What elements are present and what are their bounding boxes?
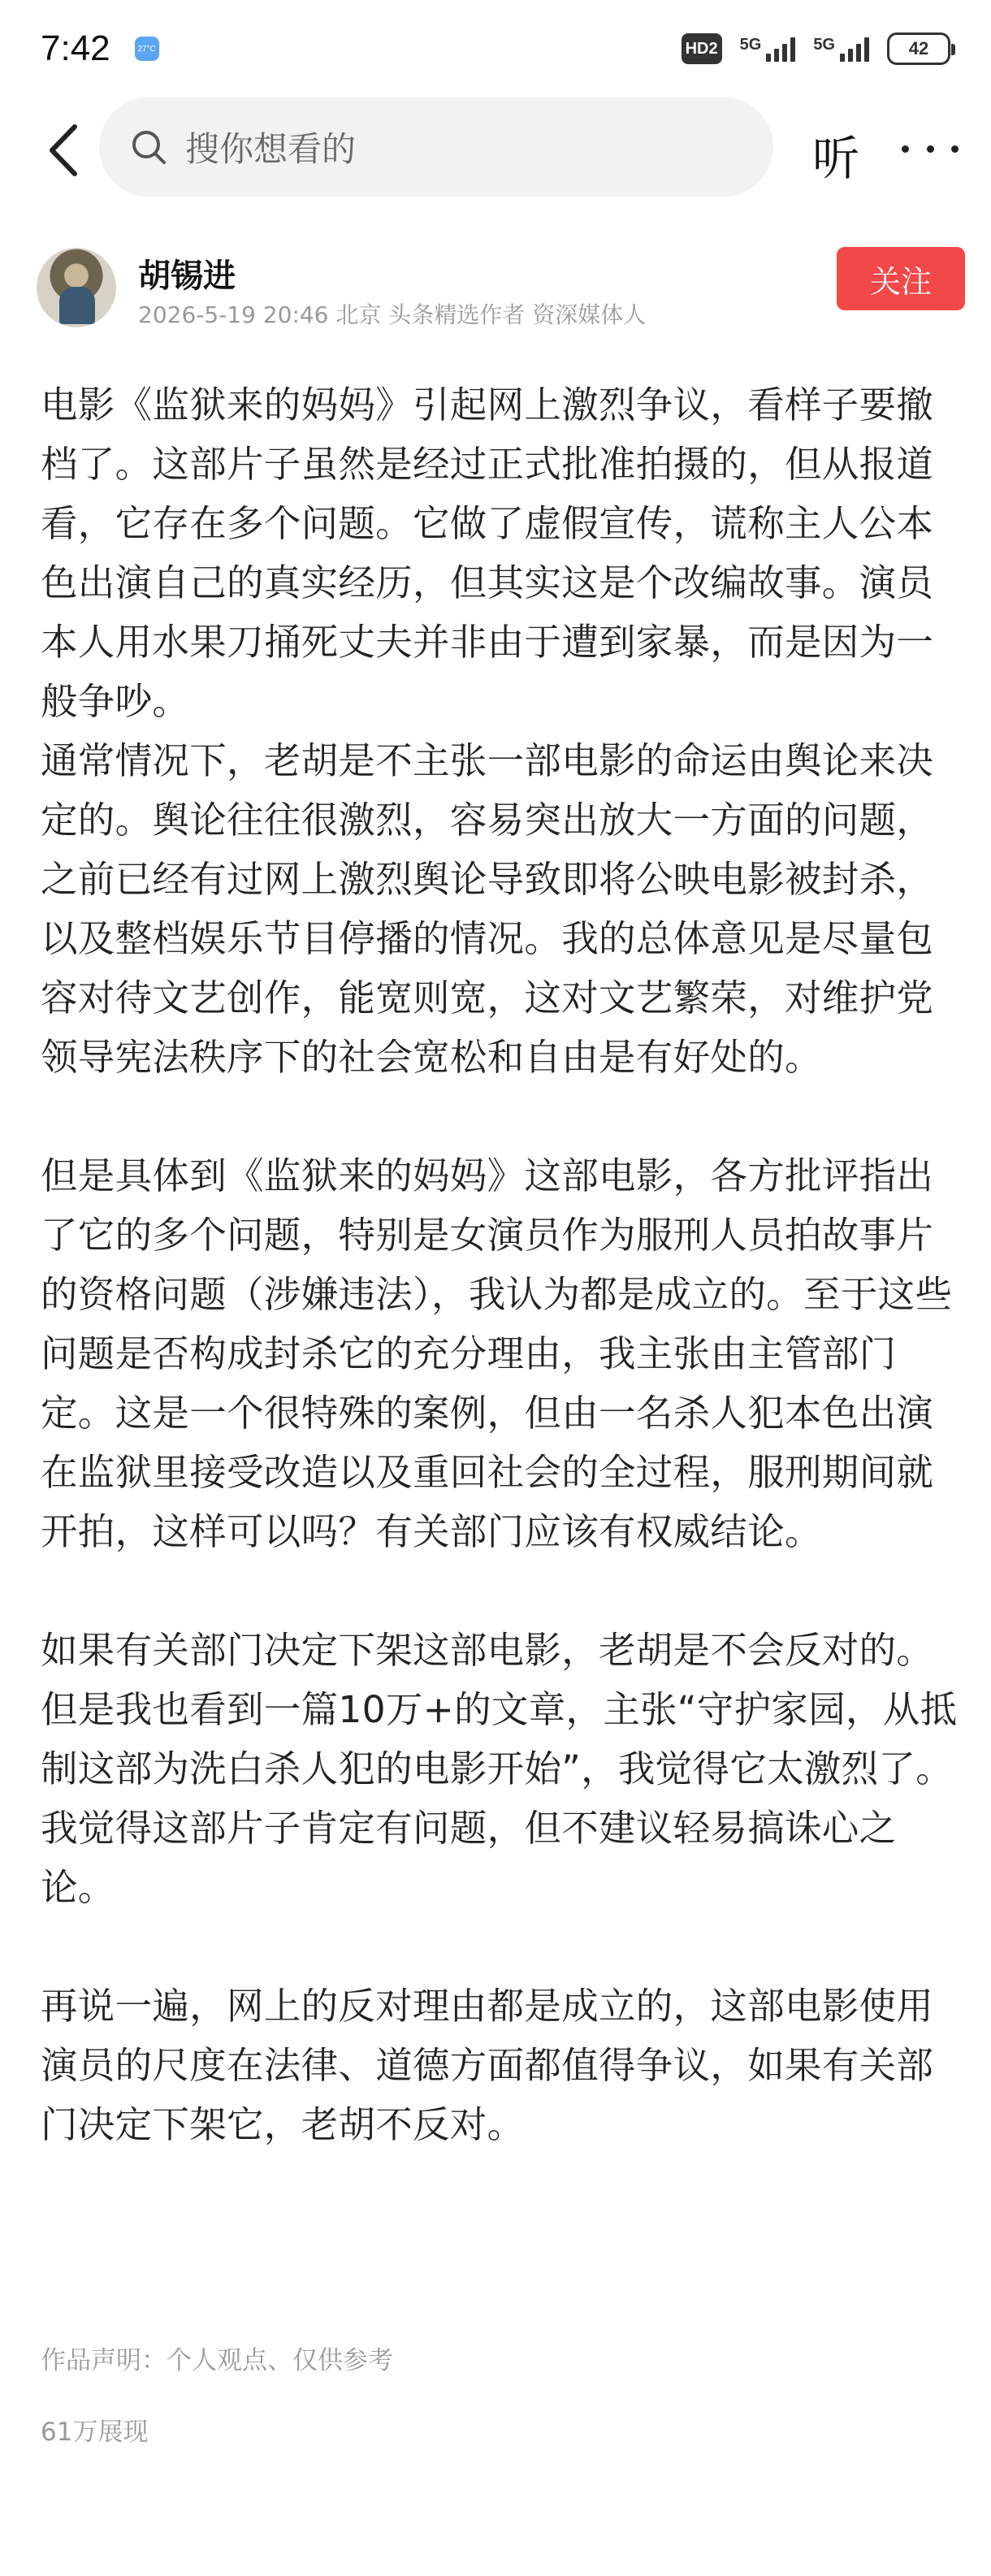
work-disclaimer: 作品声明：个人观点、仅供参考 [41,2346,393,2375]
weather-icon: 27°C [135,37,159,61]
article-paragraph: 电影《监狱来的妈妈》引起网上激烈争议，看样子要撤档了。这部片子虽然是经过正式批准拍摄的，但从报道看，它存在多个问题。它做了虚假宣传，谎称主人公本色出演自己的真实经历，但其实这是个改编故事。演员本人用水果刀捅死丈夫并非由于遭到家暴，而是因为一般争吵。 [41,383,934,723]
nav-bar [0,97,991,203]
search-placeholder: 搜你想看的 [185,129,357,169]
article-paragraph: 再说一遍，网上的反对理由都是成立的，这部电影使用演员的尺度在法律、道德方面都值得争议，如果有关部门决定下架它，老胡不反对。 [41,1985,934,2146]
battery-icon [887,32,950,65]
network-type-label: 5G [739,36,762,54]
follow-button[interactable]: 关注 [837,247,965,310]
chevron-left-icon [47,123,80,177]
dot-icon [927,145,934,153]
author-meta: 2026-5-19 20:46 北京 头条精选作者 资深媒体人 [138,301,647,328]
dot-icon [951,145,959,153]
back-button[interactable] [39,123,88,177]
article-paragraph: 但是具体到《监狱来的妈妈》这部电影，各方批评指出了它的多个问题，特别是女演员作为服刑人员拍故事片的资格问题（涉嫌违法），我认为都是成立的。至于这些问题是否构成封杀它的充分理由，我主张由主管部门定。这是一个很特殊的案例，但由一名杀人犯本色出演在监狱里接受改造以及重回社会的全过程，服刑期间就开拍，这样可以吗？有关部门应该有权威结论。 [41,1154,953,1553]
signal-bars-icon [766,36,795,62]
article-paragraph: 如果有关部门决定下架这部电影，老胡是不会反对的。但是我也看到一篇10万+的文章，主张“守护家园，从抵制这部为洗白杀人犯的电影开始”，我觉得它太激烈了。我觉得这部片子肯定有问题，但不建议轻易搞诛心之论。 [41,1629,958,1909]
signal-bars-icon [840,36,869,62]
article-body [41,375,959,2154]
search-icon [130,128,167,166]
dot-icon [902,145,909,153]
search-input[interactable] [99,97,773,197]
listen-button[interactable]: 听 [812,131,860,186]
status-bar [0,0,991,97]
signal-strength-1 [740,36,796,62]
author-avatar[interactable] [37,248,116,327]
network-type-label: 5G [813,36,835,54]
signal-strength-2 [813,36,869,62]
author-name[interactable]: 胡锡进 [138,258,236,295]
more-options-button[interactable] [902,128,959,169]
view-count: 61万展现 [41,2418,149,2447]
battery-level: 42 [908,38,929,58]
article-paragraph: 通常情况下，老胡是不主张一部电影的命运由舆论来决定的。舆论往往很激烈，容易突出放大一方面的问题，之前已经有过网上激烈舆论导致即将公映电影被封杀，以及整档娱乐节目停播的情况。我的总体意见是尽量包容对待文艺创作，能宽则宽，这对文艺繁荣，对维护党领导宪法秩序下的社会宽松和自由是有好处的。 [41,739,934,1079]
hd-voice-icon: HD2 [682,33,722,64]
status-time: 7:42 [41,28,110,68]
